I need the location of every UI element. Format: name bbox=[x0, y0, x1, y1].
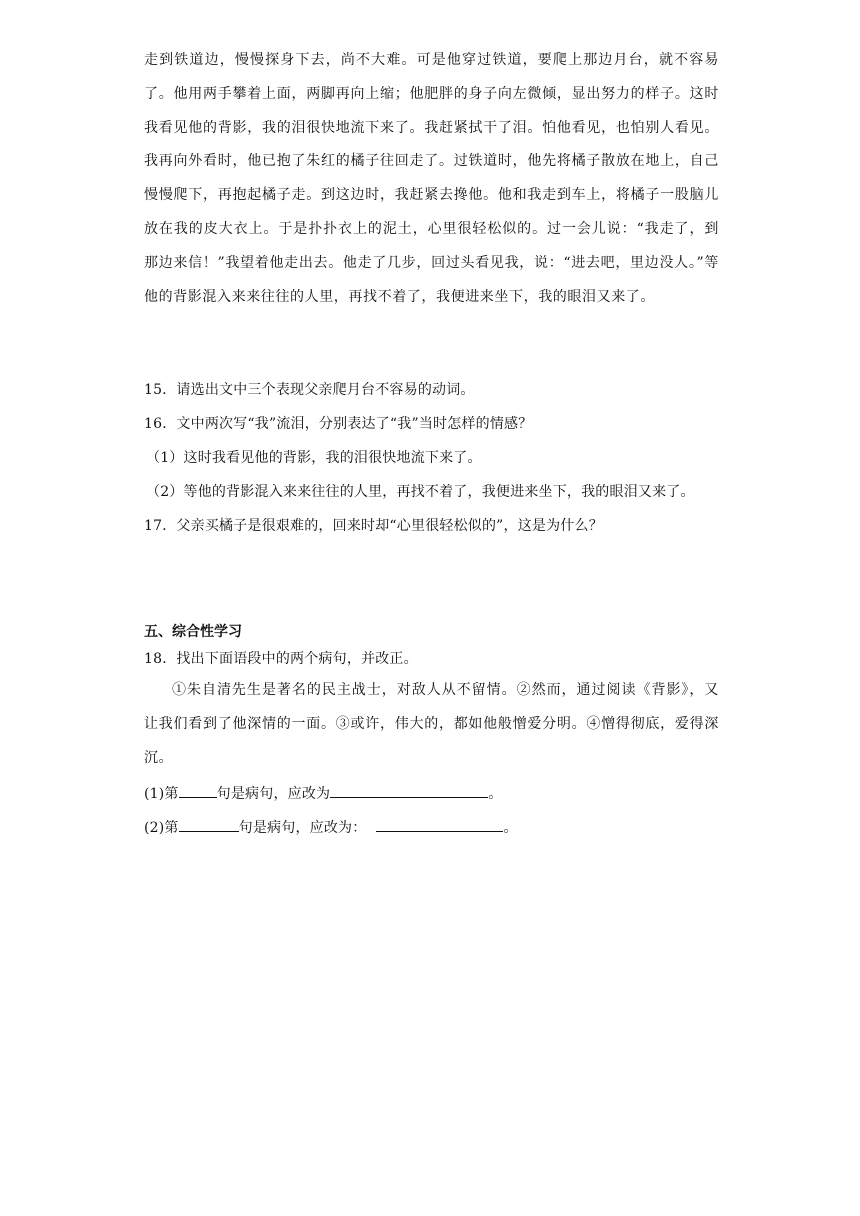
answer-1-prefix: (1)第 bbox=[144, 786, 179, 802]
section-heading: 五、综合性学习 bbox=[144, 624, 242, 640]
answer-line-1 bbox=[144, 783, 502, 803]
question-18-passage: ①朱自清先生是著名的民主战士，对敌人从不留情。②然而，通过阅读《背影》，又让我们看到了他深情的一面。③或许，伟大的，都如他般憎爱分明。④憎得彻底，爱得深沉。 bbox=[144, 682, 719, 766]
reading-passage: 走到铁道边，慢慢探身下去，尚不大难。可是他穿过铁道，要爬上那边月台，就不容易了。他用两手攀着上面，两脚再向上缩；他肥胖的身子向左微倾，显出努力的样子。这时我看见他的背影，我的泪很快地流下来了。我赶紧拭干了泪。怕他看见，也怕别人看见。我再向外看时，他已抱了朱红的橘子往回走了。过铁道时，他先将橘子散放在地上，自己慢慢爬下，再抱起橘子走。到这边时，我赶紧去搀他。他和我走到车上，将橘子一股脑儿放在我的皮大衣上。于是扑扑衣上的泥土，心里很轻松似的。过一会儿说：“我走了，到那边来信！”我望着他走出去。他走了几步，回过头看见我，说：“进去吧，里边没人。”等他的背影混入来来往往的人里，再找不着了，我便进来坐下，我的眼泪又来了。 bbox=[144, 52, 719, 305]
question-16-part-2: （2）等他的背影混入来来往往的人里，再找不着了，我便进来坐下，我的眼泪又来了。 bbox=[146, 484, 695, 500]
question-15: 15．请选出文中三个表现父亲爬月台不容易的动词。 bbox=[144, 382, 475, 398]
answer-1-sentence-blank[interactable] bbox=[179, 783, 217, 798]
question-16: 16．文中两次写“我”流泪，分别表达了“我”当时怎样的情感？ bbox=[144, 416, 533, 432]
answer-2-mid: 句是病句，应改为： bbox=[238, 820, 367, 836]
answer-2-sentence-blank[interactable] bbox=[179, 817, 239, 832]
answer-1-end: 。 bbox=[488, 786, 503, 802]
answer-line-2 bbox=[144, 817, 518, 837]
question-18: 18．找出下面语段中的两个病句，并改正。 bbox=[144, 651, 418, 667]
question-17: 17．父亲买橘子是很艰难的，回来时却“心里很轻松似的”，这是为什么？ bbox=[144, 518, 603, 534]
answer-1-correction-blank[interactable] bbox=[330, 783, 488, 798]
answer-1-mid: 句是病句，应改为 bbox=[216, 786, 331, 802]
answer-2-correction-blank[interactable] bbox=[376, 817, 503, 832]
answer-2-end: 。 bbox=[503, 820, 518, 836]
question-16-part-1: （1）这时我看见他的背影，我的泪很快地流下来了。 bbox=[146, 450, 482, 466]
answer-2-prefix: (2)第 bbox=[144, 820, 179, 836]
